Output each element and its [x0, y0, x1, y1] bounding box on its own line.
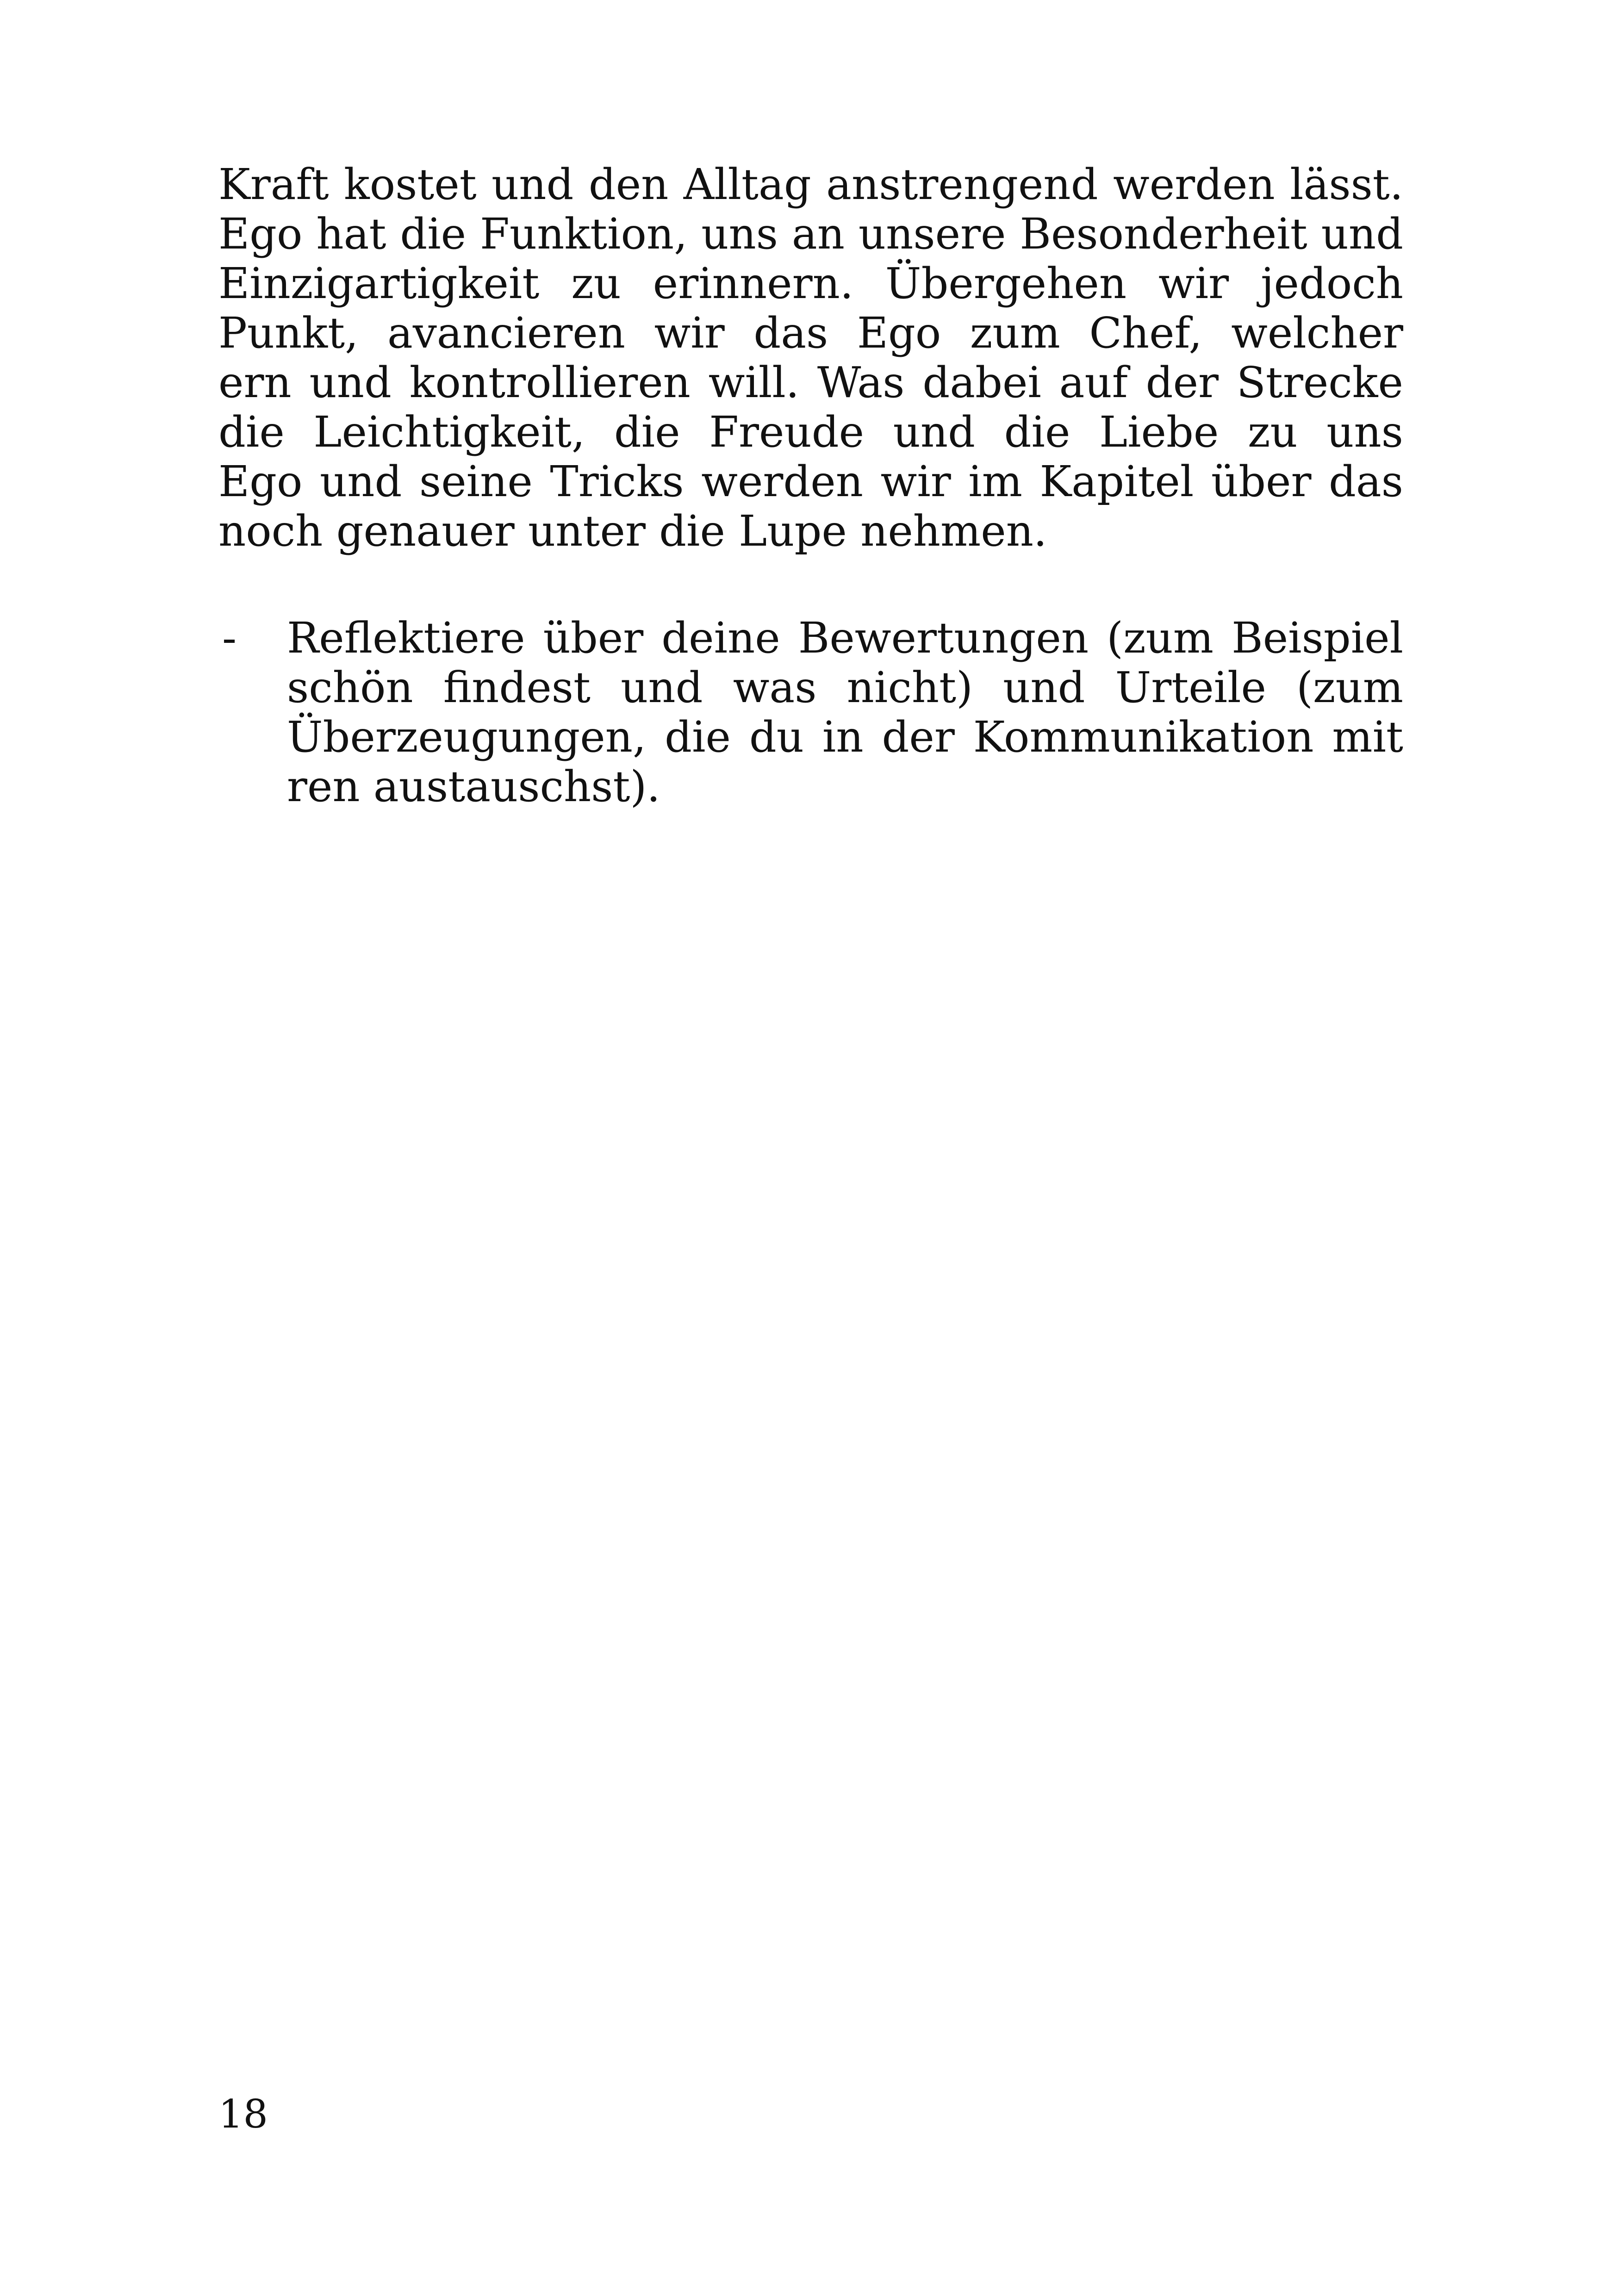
paragraph-line: Einzigartigkeit zu erinnern. Übergehen wir jedoch: [218, 259, 1403, 308]
list-line: Überzeugungen, die du in der Kommunikation mit: [287, 712, 1403, 762]
paragraph-line: ern und kontrollieren will. Was dabei auf der Strecke: [218, 358, 1403, 407]
paragraph-line: die Leichtigkeit, die Freude und die Liebe zu uns: [218, 407, 1403, 457]
paragraph-line: noch genauer unter die Lupe nehmen.: [218, 506, 1047, 556]
list-line: Reflektiere über deine Bewertungen (zum Beispiel: [287, 613, 1403, 663]
list-item-text: [287, 613, 1403, 811]
body-paragraph: [218, 160, 1403, 556]
paragraph-line: Kraft kostet und den Alltag anstrengend werden lässt.: [218, 160, 1403, 209]
list-line: ren austauschst).: [287, 762, 660, 811]
paragraph-line: Punkt, avancieren wir das Ego zum Chef, welcher: [218, 308, 1403, 358]
paragraph-line: Ego und seine Tricks werden wir im Kapitel über das: [218, 457, 1403, 506]
page-number: 18: [218, 2091, 268, 2137]
list-bullet: -: [222, 613, 237, 663]
list-line: schön findest und was nicht) und Urteile (zum: [287, 663, 1403, 712]
paragraph-line: Ego hat die Funktion, uns an unsere Besonderheit und: [218, 209, 1403, 259]
